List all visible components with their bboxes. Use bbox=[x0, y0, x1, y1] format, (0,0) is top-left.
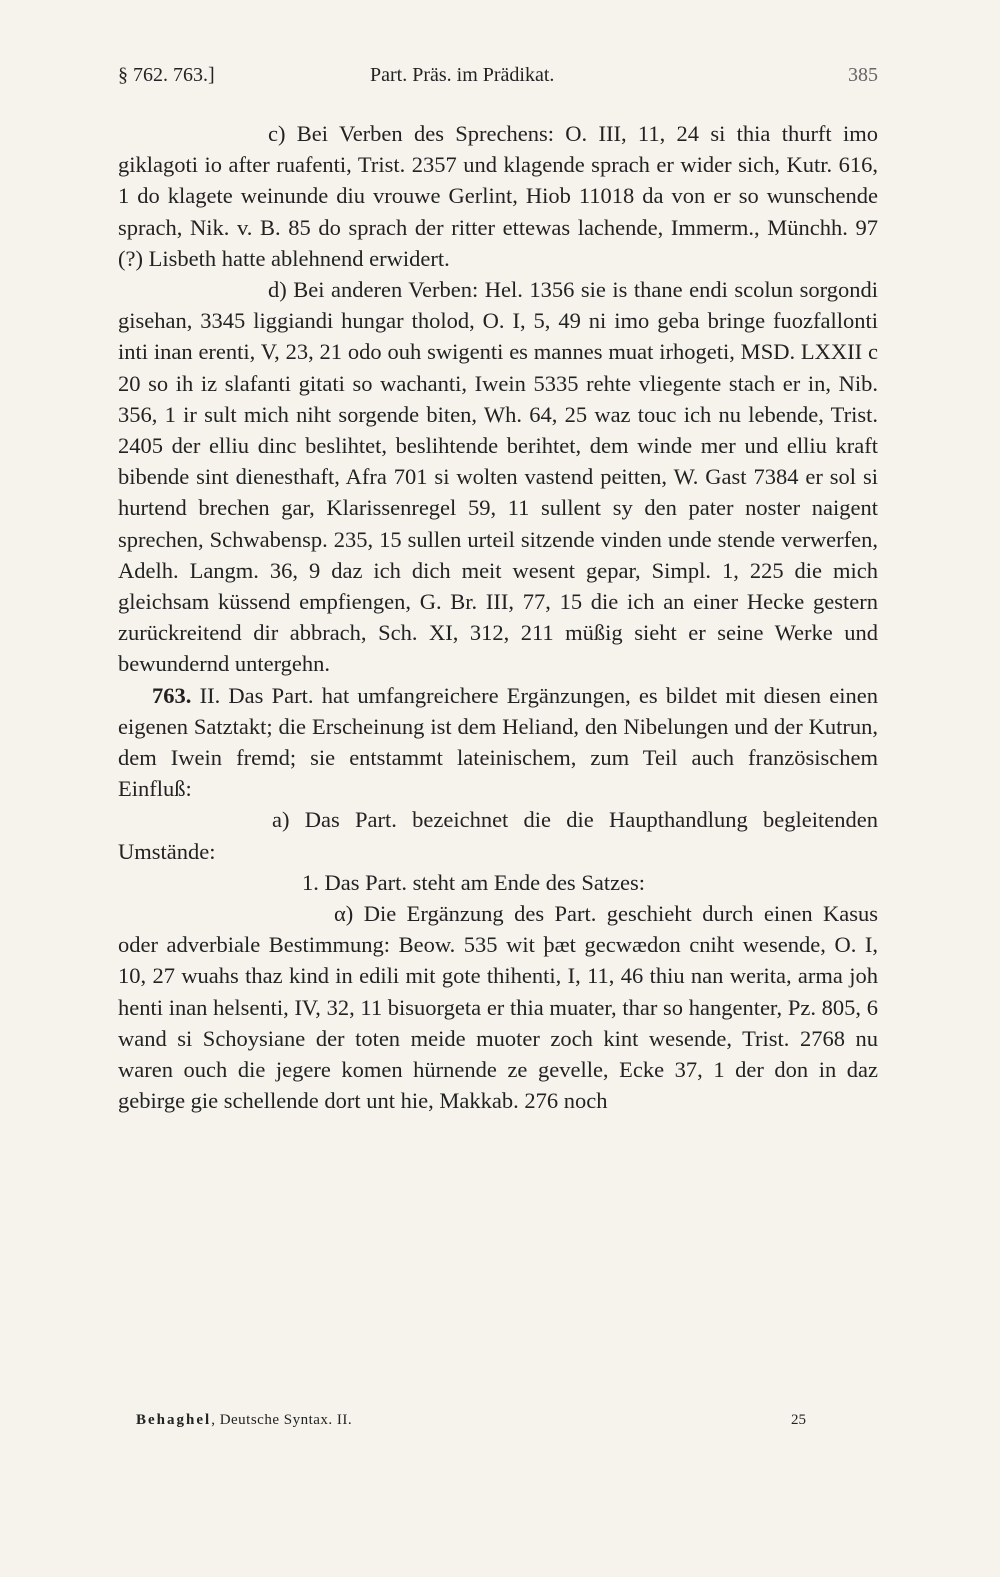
section-763-text: II. Das Part. hat umfangreichere Ergänzungen, es bildet mit diesen einen eigenen Satztakt; die Erscheinung ist dem Heliand, den Nibelungen und der Kutrun, dem Iwein fremd; sie entstammt lateinischem, zum Teil auch französischem Einfluß: bbox=[118, 682, 878, 802]
footer-signature: 25 bbox=[791, 1412, 806, 1428]
section-number: 763. bbox=[152, 682, 192, 708]
running-header bbox=[118, 64, 878, 98]
header-title: Part. Präs. im Prädikat. bbox=[370, 64, 555, 86]
header-section-ref: § 762. 763.] bbox=[118, 64, 215, 86]
footer-title: , Deutsche Syntax. II. bbox=[211, 1412, 353, 1428]
page-body bbox=[118, 118, 878, 1117]
paragraph-a: a) Das Part. bezeichnet die die Haupthandlung begleitenden Umstände: bbox=[118, 807, 878, 864]
footer-citation bbox=[136, 1412, 352, 1429]
page-number: 385 bbox=[848, 64, 878, 86]
page-footer bbox=[136, 1412, 806, 1436]
paragraph-alpha: α) Die Ergänzung des Part. geschieht durch einen Kasus oder adverbiale Bestimmung: Beow. 535 wit þæt gecwædon cniht wesende, O. I, 10, 27 wuahs thaz kind in edili mit gote thihenti, I, 11, 46 thiu nan werita, arma joh henti inan helsenti, IV, 32, 11 bisuorgeta er thia muater, thar so hangenter, Pz. 805, 6 wand si Schoysiane der toten meide muoter zoch kint wesende, Trist. 2768 nu waren ouch die jegere komen hürnende ze gevelle, Ecke 37, 1 der don in daz gebirge gie schellende dort unt hie, Makkab. 276 noch bbox=[118, 901, 878, 1114]
footer-author: Behaghel bbox=[136, 1412, 212, 1428]
paragraph-c: c) Bei Verben des Sprechens: O. III, 11, 24 si thia thurft imo giklagoti io after ruafenti, Trist. 2357 und klagende sprach er wider sich, Kutr. 616, 1 do klagete weinunde diu vrouwe Gerlint, Hiob 11018 da von er so wunschende sprach, Nik. v. B. 85 do sprach der ritter ettewas lachende, Immerm., Münchh. 97 (?) Lisbeth hatte ablehnend erwidert. bbox=[118, 121, 878, 271]
paragraph-section-763 bbox=[118, 680, 878, 805]
paragraph-1: 1. Das Part. steht am Ende des Satzes: bbox=[302, 869, 646, 895]
paragraph-d: d) Bei anderen Verben: Hel. 1356 sie is thane endi scolun sorgondi gisehan, 3345 liggiandi hungar tholod, O. I, 5, 49 ni imo geba bringe fuozfallonti inti inan erenti, V, 23, 21 odo ouh swigenti es mannes muat irhogeti, MSD. LXXII c 20 so ih iz slafanti gitati so wachanti, Iwein 5335 rehte vliegente stach er in, Nib. 356, 1 ir sult mich niht sorgende biten, Wh. 64, 25 waz touc ich nu lebende, Trist. 2405 der elliu dinc beslihtet, beslihtende berihtet, dem winde mer und elliu kraft bibende sint dienesthaft, Afra 701 si wolten vastend peitten, W. Gast 7384 er sol si hurtend brechen gar, Klarissenregel 59, 11 sullent sy den pater noster naigent sprechen, Schwabensp. 235, 15 sullen urteil sitzende vinden unde stende verwerfen, Adelh. Langm. 36, 9 daz ich dich meit wesent gepar, Simpl. 1, 225 die mich gleichsam küssend empfiengen, G. Br. III, 77, 15 die ich an einer Hecke gestern zurückreitend dir abbrach, Sch. XI, 312, 211 müßig sieht er seine Werke und bewundernd untergehn. bbox=[118, 277, 878, 677]
